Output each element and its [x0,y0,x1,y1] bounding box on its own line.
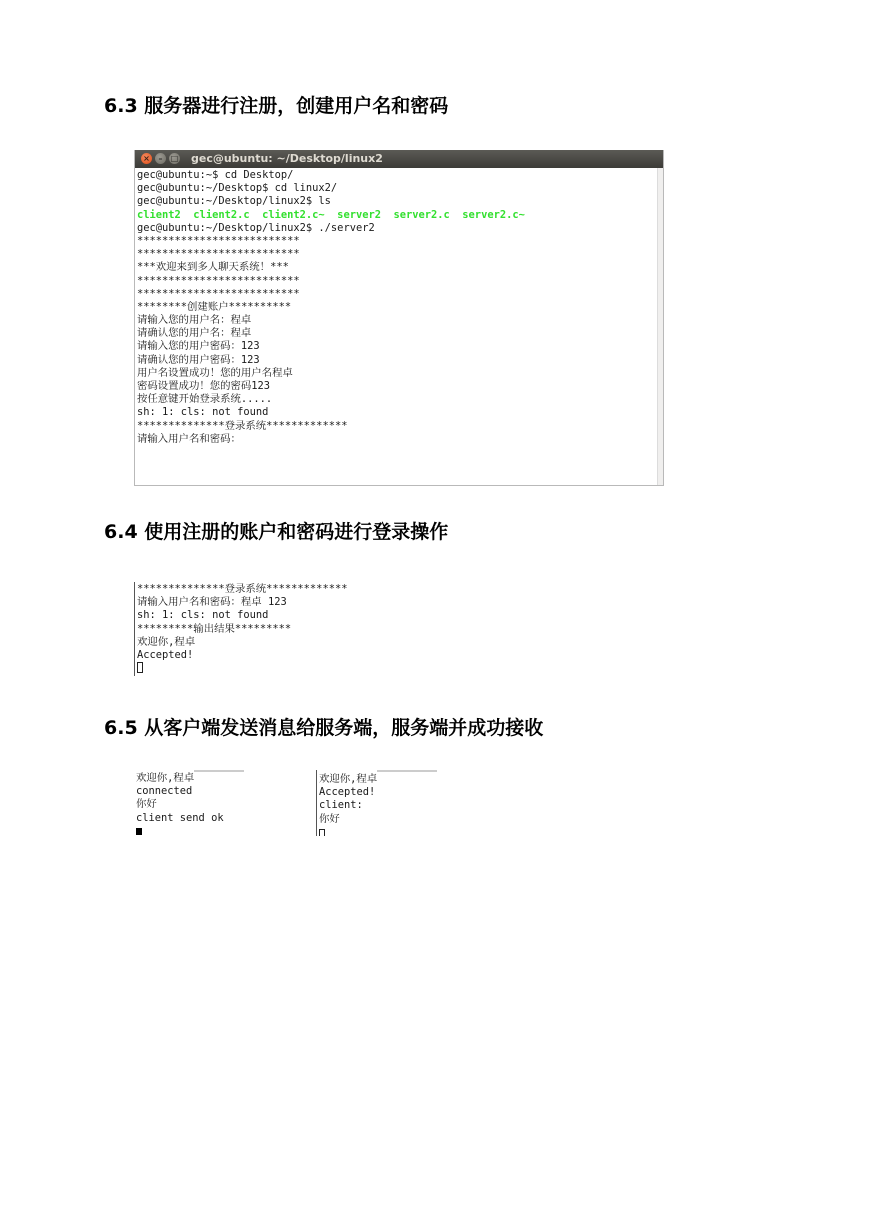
terminal-line: 请输入您的用户名：程卓 [137,314,252,327]
terminal-line: ************************** [137,234,300,247]
terminal-line: ************************** [137,248,300,261]
ls-output-line: client2 client2.c client2.c~ server2 server2.c server2.c~ [137,208,525,221]
terminal-line: ***欢迎来到多人聊天系统！*** [137,261,289,274]
terminal-cursor-line [137,662,385,675]
terminal-line: 请输入用户名和密码：程卓 123 [137,596,287,609]
terminal-line: 请确认您的用户名：程卓 [137,327,252,340]
terminal-line: 欢迎你,程卓 [319,773,378,785]
terminal-line: 请输入用户名和密码： [137,432,241,445]
terminal-line: client: [319,799,363,812]
maximize-icon[interactable]: □ [170,153,179,163]
client-terminal-snippet [134,770,304,836]
server-terminal-snippet [316,770,467,836]
minimize-icon[interactable]: – [155,153,166,164]
login-terminal-snippet [134,582,385,676]
terminal-line: **************登录系统************* [137,583,348,595]
terminal-line: gec@ubuntu:~/Desktop/linux2$ ./server2 [137,221,375,234]
terminal-line: 请输入您的用户密码：123 [137,340,260,353]
cursor-icon [136,828,142,835]
terminal-line: 你好 [136,798,157,811]
section-heading-6-3: 6.3 服务器进行注册，创建用户名和密码 [104,95,449,117]
terminal-line: sh: 1: cls: not found [137,406,269,419]
section-heading-6-5: 6.5 从客户端发送消息给服务端，服务端并成功接收 [104,717,544,739]
cursor-icon [137,662,143,673]
terminal-line: **************登录系统************* [137,419,348,432]
terminal-line: connected [136,785,193,798]
terminal-line: 欢迎你,程卓 [136,772,195,784]
close-icon[interactable]: × [141,153,152,164]
terminal-line: Accepted! [319,786,376,799]
terminal-title: gec@ubuntu: ~/Desktop/linux2 [191,152,383,165]
terminal-line: *********输出结果********* [137,622,292,635]
terminal-line: 你好 [319,812,340,825]
terminal-output[interactable] [135,168,663,446]
terminal-line: ************************** [137,274,300,287]
terminal-window [134,150,664,486]
terminal-cursor-line [136,825,304,836]
cursor-icon [319,829,325,836]
section-heading-6-4: 6.4 使用注册的账户和密码进行登录操作 [104,521,449,543]
terminal-line: gec@ubuntu:~$ cd Desktop/ [137,169,294,181]
terminal-line: ************************** [137,287,300,300]
terminal-line: gec@ubuntu:~/Desktop$ cd linux2/ [137,182,338,195]
terminal-line: 欢迎你,程卓 [137,635,196,648]
terminal-cursor-line [319,826,467,836]
terminal-line: 用户名设置成功！您的用户名程卓 [137,366,293,379]
terminal-line: sh: 1: cls: not found [137,609,269,622]
terminal-titlebar [135,150,663,168]
terminal-line: 按任意键开始登录系统..... [137,393,273,406]
terminal-line: 请确认您的用户密码：123 [137,353,260,366]
terminal-scrollbar[interactable] [657,168,663,485]
terminal-line: gec@ubuntu:~/Desktop/linux2$ ls [137,195,331,208]
terminal-line: client send ok [136,811,224,824]
terminal-line: ********创建账户********** [137,300,292,313]
terminal-line: Accepted! [137,648,194,661]
terminal-line: 密码设置成功！您的密码123 [137,380,271,392]
